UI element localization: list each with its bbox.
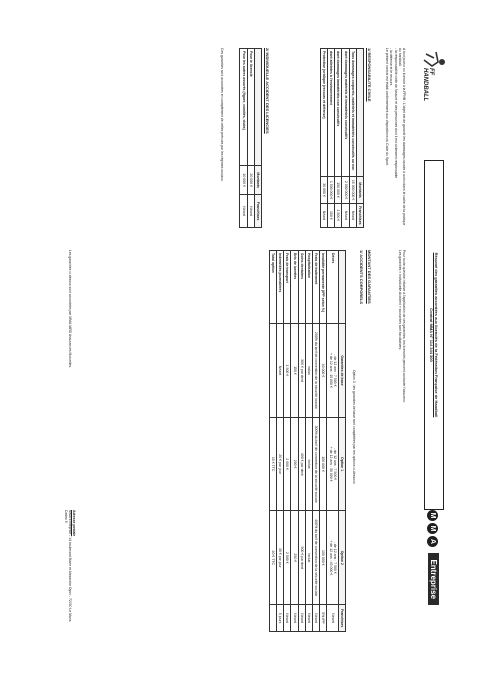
row-label: Pour le licencié bbox=[247, 49, 254, 166]
ffhb-logo bbox=[420, 48, 446, 108]
intro-line: Le présent contrat est établi conformément aux dispositions du Code du Sport. bbox=[385, 48, 390, 166]
section2-note: Ces garanties sont accordées en complément de celles prévues par les régimes sociaux. bbox=[220, 48, 224, 182]
row-label: Indemnités journalières bbox=[276, 251, 283, 324]
ffhb-logo-text: FF HANDBALL bbox=[422, 68, 434, 102]
col-header bbox=[254, 49, 261, 166]
options-caption: Option 3 : les garanties de base sont complétées par les options ci-dessous bbox=[352, 370, 356, 484]
table-row bbox=[284, 251, 291, 632]
table-cell: 150 000 € bbox=[320, 511, 327, 605]
table-cell: 10 € TTC bbox=[269, 417, 276, 511]
table-cell: Néant bbox=[320, 203, 327, 227]
table-cell bbox=[269, 324, 276, 418]
table-cell: 5 jours bbox=[276, 605, 283, 632]
table-cell: 1 500 € bbox=[335, 203, 342, 227]
table-cell: Néant bbox=[284, 605, 291, 632]
table-cell: 150 € bbox=[327, 203, 334, 227]
col-header: Garanties de base bbox=[338, 324, 345, 418]
table-cell: 150 000 € bbox=[335, 177, 342, 203]
table-cell: Néant bbox=[276, 324, 283, 418]
table-row bbox=[335, 49, 342, 228]
col-header: Montants bbox=[254, 166, 261, 195]
document-page bbox=[16, 40, 456, 640]
row-label: Décès bbox=[327, 251, 338, 324]
row-label: Pour les autres assurés (figure, comités, clubs) bbox=[240, 49, 247, 166]
table-cell: Néant bbox=[305, 605, 312, 632]
row-label: Total option bbox=[269, 251, 276, 324]
mma-logo-word: Entreprise bbox=[428, 553, 439, 605]
col-header bbox=[356, 49, 363, 177]
row-label: Hospitalisation bbox=[305, 251, 312, 324]
intro-text bbox=[385, 48, 406, 228]
table-row bbox=[291, 251, 298, 632]
table-cell: 10 000 € bbox=[240, 166, 247, 195]
address-text: MMA Entreprise - 14 boulevard Marie et Alexandre Oyon - 72030 Le Mans Cedex 9 bbox=[63, 510, 72, 622]
footer-note: Les garanties ci-dessus sont accordées par MMA IARD Assurances Mutuelles. bbox=[68, 250, 72, 368]
table-cell: - de 12 ans : 7 500 € + de 12 ans : 45 000 € bbox=[327, 511, 338, 605]
intro-line: - la responsabilité civile de l'assuré et des personnes dont il est civilement responsable bbox=[393, 48, 398, 179]
row-label: Protection juridique (recours et défense) bbox=[320, 49, 327, 177]
section1-heading: 1/ RESPONSABILITE CIVILE bbox=[367, 48, 372, 102]
row-label: Invalidité permanente (IPP selon %) bbox=[320, 251, 327, 324]
contract-number: Contrat MMA N° 114 344 300 bbox=[429, 308, 434, 362]
mma-logo-letter: M bbox=[427, 523, 438, 534]
row-label: dont atteintes à l'environnement bbox=[327, 49, 334, 177]
mma-logo-letter: M bbox=[427, 510, 438, 521]
liability-table bbox=[320, 48, 364, 228]
mma-logo-letter: A bbox=[427, 536, 438, 547]
table-cell bbox=[269, 605, 276, 632]
table-row bbox=[327, 49, 334, 228]
table-cell: 40 000 € bbox=[320, 324, 327, 418]
table-cell: 400 € par dent bbox=[298, 417, 305, 511]
table-cell: 500 € par dent bbox=[298, 511, 305, 605]
table-cell: inclus bbox=[305, 511, 312, 605]
table-cell: 15 000 000 € bbox=[349, 177, 356, 203]
table-cell: - de 12 ans : 7 500 € + de 12 ans : 15 000 € bbox=[327, 324, 338, 418]
table-cell: 30 € par jour bbox=[276, 511, 283, 605]
table-row bbox=[320, 49, 327, 228]
intro-line: - la défense et le recours bbox=[389, 48, 394, 86]
table-row bbox=[276, 251, 283, 632]
row-label: Frais de traitement bbox=[312, 251, 319, 324]
table-cell: Néant bbox=[342, 203, 349, 227]
handball-player-icon bbox=[422, 48, 446, 70]
middle-paragraph: Pour toute question relative à l'application de ces garanties, les licenciés peuvent contacter l'assureur. bbox=[402, 250, 406, 403]
table-cell: Néant bbox=[291, 605, 298, 632]
table-cell: 100 000 € bbox=[320, 417, 327, 511]
table-cell: Néant bbox=[240, 195, 247, 228]
table-cell: 1 500 € bbox=[284, 324, 291, 418]
table-cell: 400% du tarif de convention de la sécurité sociale bbox=[312, 511, 319, 605]
table-row bbox=[349, 49, 356, 228]
accidents-subheading: 1/ ACCIDENTS CORPORELS bbox=[359, 250, 364, 305]
row-label: Soins dentaires bbox=[298, 251, 305, 324]
col-header: Option 2 bbox=[338, 511, 345, 605]
guarantees-heading: MONTANT DES GARANTIES bbox=[367, 250, 372, 304]
document-title-box bbox=[424, 160, 444, 510]
table-cell: inclus bbox=[305, 417, 312, 511]
col-header bbox=[338, 251, 345, 324]
table-cell: 20 € TTC bbox=[269, 511, 276, 605]
row-label: Bris de lunettes bbox=[291, 251, 298, 324]
table-cell: 20 000 € bbox=[247, 166, 254, 195]
mma-logo bbox=[426, 510, 444, 634]
table-cell: 300% du tarif de convention de la sécurité sociale bbox=[312, 417, 319, 511]
section2-heading: 2/ INDIVIDUELLE ACCIDENT DES LICENCIES bbox=[265, 48, 270, 134]
table-cell: 2 000 000 € bbox=[342, 177, 349, 203]
document-title: Résumé des garanties accordées aux licenciés de la Fédération Française de Handball bbox=[434, 252, 439, 418]
table-cell: 2 500 € bbox=[284, 511, 291, 605]
table-row bbox=[320, 251, 327, 632]
table-cell: Néant bbox=[327, 605, 338, 632]
table-cell: 30 000 € bbox=[320, 177, 327, 203]
col-header: Montants bbox=[356, 177, 363, 203]
table-cell: inclus bbox=[305, 324, 312, 418]
guarantees-table bbox=[269, 250, 346, 632]
table-cell: Néant bbox=[247, 195, 254, 228]
table-cell: 200% du tarif de convention de la sécurité sociale bbox=[312, 324, 319, 418]
table-cell: - de 12 ans : 7 500 € + de 12 ans : 30 000 € bbox=[327, 417, 338, 511]
row-label: dont dommages immatériels non consécutifs bbox=[335, 49, 342, 177]
table-row bbox=[327, 251, 338, 632]
table-cell: Néant bbox=[298, 605, 305, 632]
col-header: Franchises bbox=[338, 605, 345, 632]
table-row bbox=[269, 251, 276, 632]
row-label: Frais de transport bbox=[284, 251, 291, 324]
row-label: dont dommages matériels et immatériels consécutifs bbox=[342, 49, 349, 177]
table-row bbox=[305, 251, 312, 632]
table-cell: 250 € bbox=[291, 511, 298, 605]
middle-paragraph: Les garanties « Individuelle Accident » souscrites sont facultatives. bbox=[397, 250, 402, 351]
accident-table bbox=[239, 48, 262, 228]
table-cell: 200 € bbox=[291, 417, 298, 511]
table-cell: 5% IPP bbox=[320, 605, 327, 632]
middle-text bbox=[398, 250, 406, 500]
col-header: Franchises bbox=[356, 203, 363, 227]
intro-line: A tout joueur ou licencié à la FFHB : L'objet est de garantir les dommages causés à autrui dans le cadre de la pratique du handball. bbox=[397, 48, 406, 226]
col-header: Option 1 bbox=[338, 417, 345, 511]
table-cell: 300 € par dent bbox=[298, 324, 305, 418]
table-cell: Néant bbox=[312, 605, 319, 632]
table-row bbox=[342, 49, 349, 228]
col-header: Franchises bbox=[254, 195, 261, 228]
table-row bbox=[298, 251, 305, 632]
address-block bbox=[63, 510, 76, 630]
address-title: Adresse postale bbox=[72, 510, 76, 537]
table-row bbox=[247, 49, 254, 228]
table-row bbox=[312, 251, 319, 632]
table-cell: 2 000 € bbox=[284, 417, 291, 511]
row-label: Tous dommages corporels, matériels et immatériels consécutifs ou non bbox=[349, 49, 356, 177]
table-cell: Néant bbox=[349, 203, 356, 227]
table-row bbox=[240, 49, 247, 228]
table-cell: 150 € bbox=[291, 324, 298, 418]
table-cell: 20 € par jour bbox=[276, 417, 283, 511]
table-cell: 1 500 000 € bbox=[327, 177, 334, 203]
